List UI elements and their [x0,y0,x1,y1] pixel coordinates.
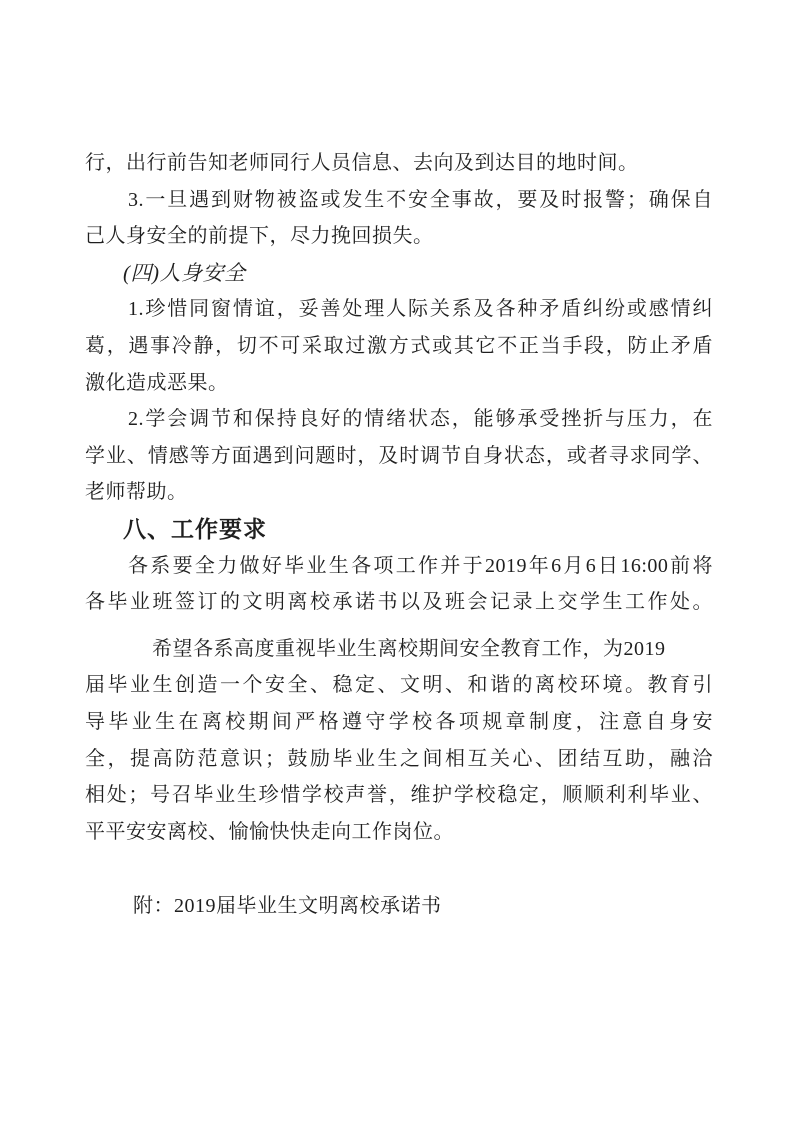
text-line: 希望各系高度重视毕业生离校期间安全教育工作，为2019 [152,637,666,660]
paragraph-item-3-theft [85,182,713,255]
paragraph-deadline [85,548,713,621]
text-line: 行，出行前告知老师同行人员信息、去向及到达目的地时间。 [85,152,639,174]
section-heading-8-work-requirements [85,511,713,548]
paragraph-item-1-relationships [85,291,713,401]
text-line: 葛，遇事冷静，切不可采取过激方式或其它不正当手段，防止矛盾 [85,334,713,357]
text-line: 平平安安离校、愉愉快快走向工作岗位。 [85,820,454,843]
section-heading-4-personal-safety [85,255,713,292]
text-line: 3.一旦遇到财物被盗或发生不安全事故，要及时报警；确保自 [128,188,713,211]
section-heading-4-personal-safety: (四)人身安全 [123,260,246,285]
paragraph-item-2-emotions [85,401,713,511]
text-line: 2.学会调节和保持良好的情绪状态，能够承受挫折与压力，在 [128,408,713,431]
section-heading-8-work-requirements: 八、工作要求 [123,515,267,542]
text-line: 己人身安全的前提下，尽力挽回损失。 [85,225,434,248]
text-line: 导毕业生在离校期间严格遵守学校各项规章制度，注意自身安 [85,710,713,733]
text-line: 1.珍惜同窗情谊，妥善处理人际关系及各种矛盾纠纷或感情纠 [128,298,713,321]
text-line: 相处；号召毕业生珍惜学校声誉，维护学校稳定，顺顺利利毕业、 [85,784,713,807]
attachment-note [85,888,713,925]
text-line: 学业、情感等方面遇到问题时，及时调节自身状态，或者寻求同学、 [85,444,713,467]
text-line: 各系要全力做好毕业生各项工作并于2019年6月6日16:00前将 [128,554,713,577]
paragraph-hope-education [85,631,713,851]
paragraph-travel-safety-continued [85,145,713,182]
text-line: 全，提高防范意识；鼓励毕业生之间相互关心、团结互助，融洽 [85,747,713,770]
text-line: 各毕业班签订的文明离校承诺书以及班会记录上交学生工作处。 [85,591,713,614]
text-line: 届毕业生创造一个安全、稳定、文明、和谐的离校环境。教育引 [85,674,713,697]
text-line: 附：2019届毕业生文明离校承诺书 [133,895,442,918]
text-line: 激化造成恶果。 [85,371,229,394]
text-line: 老师帮助。 [85,481,188,504]
document-body [85,145,713,925]
